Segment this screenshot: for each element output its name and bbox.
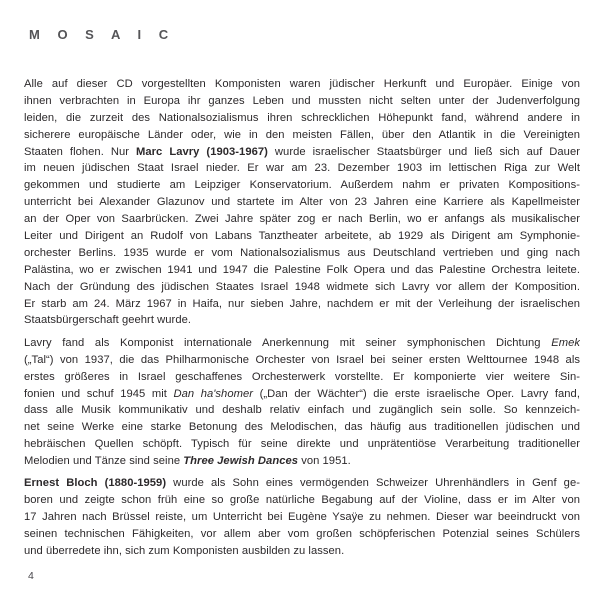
paragraph [24,475,580,559]
text-segment: an der Oper von Saarbrücken. Zwei Jahre später zog er nach Berlin, wo er anfangs als musikalischer [24,213,580,226]
text-block [24,76,580,565]
text-segment: Lavry fand als Komponist internationale Anerkennung mit seiner symphonischen Dichtung [24,336,552,349]
text-line [24,335,580,352]
text-line [24,509,580,526]
text-segment: ihnen verbrachten in Europa ihr ganzes Leben und mussten nicht selten unter der Judenverfolgung [24,94,580,107]
paragraph [24,335,580,470]
text-segment: Palästina, wo er zwischen 1941 und 1947 die Palestine Folk Opera und das Palestine Orchestra leitete. [24,263,580,276]
text-line [24,144,580,161]
text-segment: („Tal“) von 1937, die das Philharmonische Orchester von Israel bei seiner ersten Welttournee 1948 als [24,353,580,366]
text-segment: seinen technischen Fähigkeiten, vor allem aber vom großen schöpferischen Potenzial seines Schülers [24,528,580,541]
text-segment: dass alle Musik kommunikativ und deshalb relativ einfach und zugänglich sein solle. So kennzeich- [24,404,580,417]
text-segment: gekommen und studierte am Leipziger Konservatorium. Außerdem nahm er privaten Kompositions- [24,179,580,192]
page-number: 4 [28,570,34,582]
text-segment: orchester Berlins. 1935 wurde er vom Nationalsozialismus aus Deutschland vertrieben und ging nach [24,246,580,259]
text-segment: Er starb am 24. März 1967 in Haifa, nur sieben Jahre, nachdem er mit der Verleihung der israelischen [24,297,580,310]
text-segment: Staatsbürgerschaft geehrt wurde. [24,314,192,327]
paragraph [24,76,580,329]
emphasized-text: Emek [551,336,580,349]
text-line [24,402,580,419]
text-segment: von 1951. [298,455,351,468]
text-segment: net seine Werke eine starke Betonung des Melodischen, das häufig aus traditionellen jüdischen und [24,421,580,434]
text-line [24,296,580,313]
text-segment: 17 Jahren nach Brüssel reiste, um Unterricht bei Eugène Ysaÿe zu nehmen. Dieser war beeindruckt von [24,511,580,524]
text-line [24,369,580,386]
text-segment: Leiter und Dirigent an Rudolf von Labans Tanztheater arbeitete, ab 1929 als Dirigent am Symphonie- [24,230,580,243]
text-line [24,543,580,560]
text-line [24,386,580,403]
text-line [24,453,580,470]
text-line [24,262,580,279]
text-line [24,352,580,369]
text-line [24,228,580,245]
text-segment: unterricht bei Alexander Glazunov und startete im Alter von 23 Jahren eine Karriere als Kapellmeister [24,196,580,209]
text-segment: hebräischen Quellen schöpft. Typisch für seine direkte und unprätentiöse Verarbeitung traditioneller [24,438,580,451]
text-segment: wurde israelischer Staatsbürger und ließ sich auf Dauer [267,145,580,158]
text-segment: leiden, die zurzeit des Nationalsozialismus ihren schrecklichen Höhepunkt fand, während andere in [24,111,580,124]
text-segment: und überredete ihn, sich zum Komponisten ausbilden zu lassen. [24,545,345,558]
text-segment: wurde als Sohn eines vermögenden Schweizer Uhrenhändlers in Genf ge- [166,477,580,490]
text-segment: Staaten flohen. Nur [24,145,137,158]
text-segment: Alle auf dieser CD vorgestellten Komponisten waren jüdischer Herkunft und Europäer. Einige von [24,78,580,90]
text-line [24,76,580,93]
text-segment: erstes größeres in Israel geschaffenes Orchesterwerk vorstellte. Er komponierte vier weitere Sin- [24,370,580,383]
text-line [24,419,580,436]
emphasized-text: Ernest Bloch (1880-1959) [24,477,167,490]
text-line [24,526,580,543]
emphasized-text: Marc Lavry (1903-1967) [136,145,268,158]
text-line [24,436,580,453]
text-segment: im neuen jüdischen Staat Israel nieder. Er war am 23. Dezember 1903 im lettischen Riga zur Welt [24,162,580,175]
text-line [24,194,580,211]
text-segment: fonien und schuf 1945 mit [24,387,174,400]
emphasized-text: Dan ha'shomer [173,387,254,400]
text-line [24,492,580,509]
text-line [24,211,580,228]
text-line [24,312,580,329]
text-segment: Nach der Gründung des jüdischen Staates Israel 1948 widmete sich Lavry vor allem der Komposition. [24,280,580,293]
text-line [24,177,580,194]
text-segment: („Dan der Wächter“) die erste israelische Oper. Lavry fand, [253,387,580,400]
page-title: M O S A I C [29,27,176,42]
text-segment: Melodien und Tänze sind seine [24,455,184,468]
text-segment: boren und zeigte schon früh eine so große natürliche Begabung auf der Violine, dass er im Alter von [24,494,580,507]
text-line [24,127,580,144]
text-line [24,279,580,296]
text-segment: sicherere europäische Länder oder, wie in den meisten Fällen, über den Atlantik in die Vereinigten [24,128,580,141]
text-line [24,245,580,262]
text-line [24,160,580,177]
emphasized-text: Three Jewish Dances [183,455,299,468]
text-line [24,475,580,492]
text-line [24,93,580,110]
text-line [24,110,580,127]
